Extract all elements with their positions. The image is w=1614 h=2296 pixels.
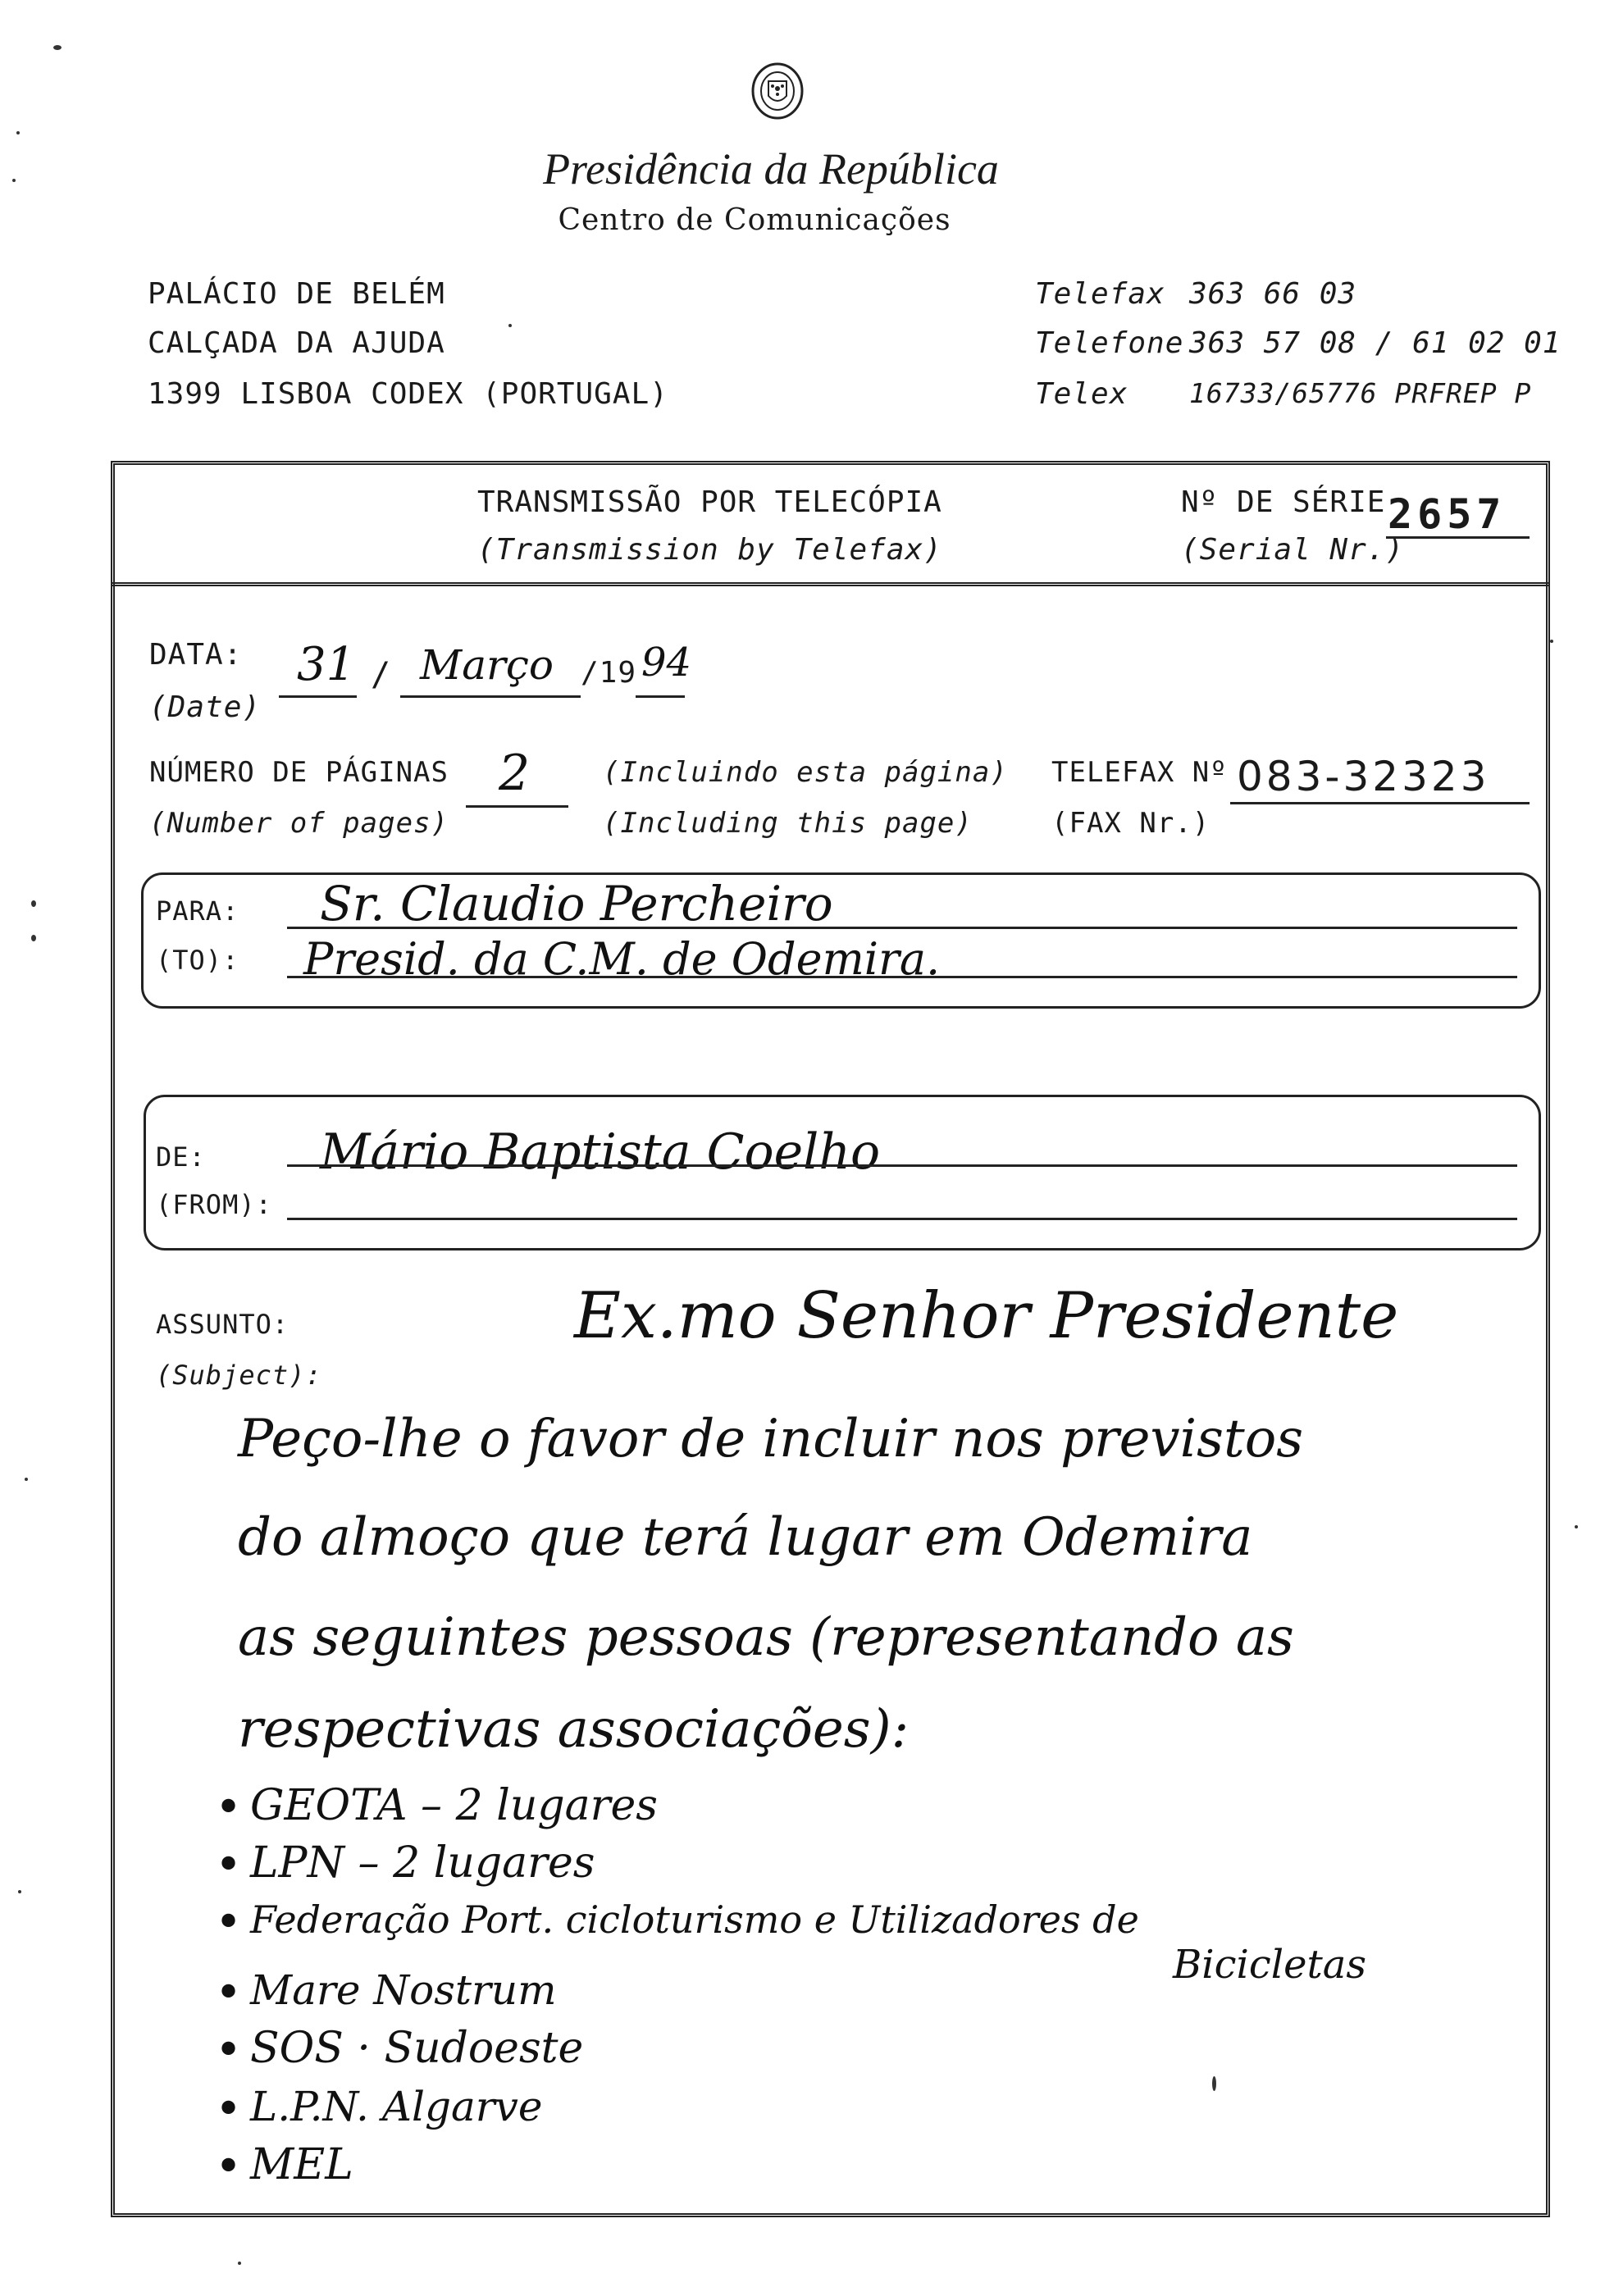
list-item-6: L.P.N. Algarve xyxy=(250,2083,543,2130)
date-day-underline xyxy=(279,695,357,698)
scan-speck xyxy=(12,179,16,182)
message-line-1: Peço-lhe o favor de incluir nos previstos xyxy=(238,1409,1304,1469)
scan-speck xyxy=(53,45,62,50)
scan-speck xyxy=(31,900,36,907)
address-line-2: CALÇADA DA AJUDA xyxy=(148,326,445,360)
scan-speck xyxy=(25,1478,28,1481)
recipient-title-underline xyxy=(287,976,1517,978)
fax-label: TELEFAX Nº xyxy=(1051,756,1228,789)
fax-number: 083-32323 xyxy=(1237,753,1490,800)
recipient-title: Presid. da C.M. de Odemira. xyxy=(303,933,941,985)
list-bullet-2: • xyxy=(215,1838,243,1892)
recipient-name: Sr. Claudio Percheiro xyxy=(320,876,833,932)
list-bullet-1: • xyxy=(215,1781,243,1834)
subject-label-en: (Subject): xyxy=(156,1360,322,1391)
coat-of-arms-seal-icon xyxy=(750,61,805,121)
list-bullet-4: • xyxy=(215,1966,243,2020)
sender-second-underline xyxy=(287,1218,1517,1220)
subject-label: ASSUNTO: xyxy=(156,1309,290,1340)
scan-speck xyxy=(1212,2076,1216,2091)
list-bullet-5: • xyxy=(215,2024,243,2077)
list-item-7: MEL xyxy=(250,2140,353,2189)
list-item-2: LPN – 2 lugares xyxy=(250,1838,595,1888)
telefone-number: 363 57 08 / 61 02 01 xyxy=(1189,326,1562,360)
scan-speck xyxy=(1575,1525,1578,1528)
date-year-underline xyxy=(636,695,685,698)
date-separator-2: /19 xyxy=(581,656,637,690)
telefax-number: 363 66 03 xyxy=(1189,277,1357,311)
message-line-3: as seguintes pessoas (representando as xyxy=(238,1607,1294,1668)
pages-label-en: (Number of pages) xyxy=(149,807,449,840)
telex-number: 16733/65776 PRFREP P xyxy=(1189,377,1532,409)
header-divider xyxy=(111,582,1550,586)
scan-speck xyxy=(508,324,512,327)
date-label: DATA: xyxy=(149,638,243,672)
serial-label: Nº DE SÉRIE xyxy=(1181,485,1386,519)
pages-count-underline xyxy=(466,805,568,808)
telex-label: Telex xyxy=(1035,377,1128,411)
address-line-3: 1399 LISBOA CODEX (PORTUGAL) xyxy=(148,377,668,411)
list-item-5: SOS · Sudoeste xyxy=(250,2024,584,2073)
pages-count: 2 xyxy=(499,745,531,802)
address-line-1: PALÁCIO DE BELÉM xyxy=(148,277,445,311)
list-bullet-7: • xyxy=(215,2140,243,2194)
department-name: Centro de Comunicações xyxy=(558,203,951,237)
list-item-1: GEOTA – 2 lugares xyxy=(250,1781,658,1830)
date-year: 94 xyxy=(641,640,692,686)
from-label-en: (FROM): xyxy=(156,1189,272,1220)
form-title: TRANSMISSÃO POR TELECÓPIA xyxy=(477,485,942,519)
from-label: DE: xyxy=(156,1141,206,1173)
pages-note-en: (Including this page) xyxy=(603,807,973,840)
pages-label: NÚMERO DE PÁGINAS xyxy=(149,756,449,789)
list-bullet-6: • xyxy=(215,2083,243,2136)
scan-speck xyxy=(1550,640,1553,643)
telefone-label: Telefone xyxy=(1035,326,1184,360)
scan-speck xyxy=(18,1890,21,1893)
scan-speck xyxy=(31,935,36,941)
institution-name: Presidência da República xyxy=(543,144,999,194)
list-item-3: Federação Port. cicloturismo e Utilizadores de xyxy=(250,1897,1139,1942)
recipient-name-underline xyxy=(287,927,1517,929)
sender-name-underline xyxy=(287,1164,1517,1167)
message-line-2: do almoço que terá lugar em Odemira xyxy=(238,1507,1253,1568)
form-title-en: (Transmission by Telefax) xyxy=(477,533,942,567)
telefax-label: Telefax xyxy=(1035,277,1165,311)
date-month: Março xyxy=(420,641,554,689)
serial-underline xyxy=(1386,536,1530,539)
to-label-en: (TO): xyxy=(156,945,239,976)
date-label-en: (Date) xyxy=(149,690,262,724)
date-month-underline xyxy=(400,695,581,698)
serial-label-en: (Serial Nr.) xyxy=(1181,533,1405,567)
list-bullet-3: • xyxy=(215,1896,243,1949)
letterhead xyxy=(0,0,1614,262)
message-line-4: respectivas associações): xyxy=(238,1699,910,1760)
date-separator-1: / xyxy=(371,656,392,694)
pages-note: (Incluindo esta página) xyxy=(603,756,1008,789)
list-item-3-continuation: Bicicletas xyxy=(1173,1942,1367,1988)
sender-name: Mário Baptista Coelho xyxy=(320,1123,881,1181)
date-day: 31 xyxy=(297,638,356,691)
salutation: Ex.mo Senhor Presidente xyxy=(574,1279,1399,1353)
fax-number-underline xyxy=(1230,802,1530,804)
serial-number: 2657 xyxy=(1388,490,1507,538)
scan-speck xyxy=(238,2262,241,2265)
list-item-4: Mare Nostrum xyxy=(250,1966,557,2014)
fax-label-en: (FAX Nr.) xyxy=(1051,807,1210,840)
to-label: PARA: xyxy=(156,895,239,927)
scan-speck xyxy=(16,131,20,134)
